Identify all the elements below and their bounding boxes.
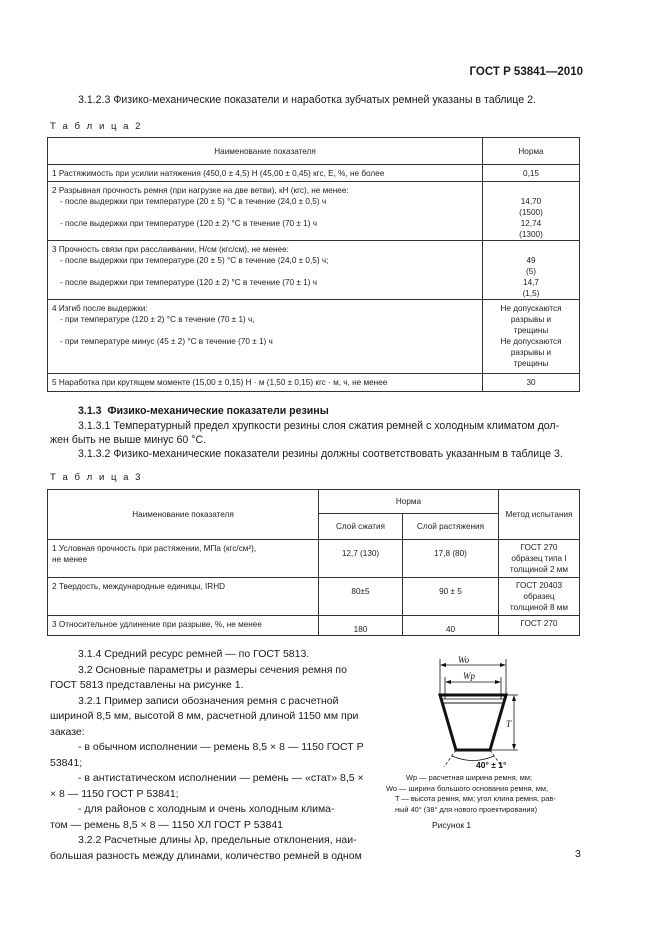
table2-row3-norm — [483, 241, 580, 300]
table2-row3-norm5: (1,5) — [522, 289, 540, 298]
table3-row2-method-line1: ГОСТ 20403 — [515, 581, 563, 590]
paragraph-3-1-2-3: 3.1.2.3 Физико-механические показатели и наработка зубчатых ремней указаны в таблице 2. — [78, 94, 536, 106]
table3-row1-name-line1: 1 Условная прочность при растяжении, МПа (кгс/см²), — [52, 544, 257, 553]
body-line: 3.2.2 Расчетные длины λp, предельные отклонения, наи- — [78, 834, 357, 846]
table2-row4-line4: - при температуре минус (45 ± 2) °С в течение (70 ± 1) ч — [60, 337, 273, 346]
table2-row2-norm3: (1500) — [519, 208, 543, 217]
table2-row3-norm3: (5) — [525, 267, 536, 276]
table3-row1-compression — [319, 540, 403, 578]
table2-row3-line1: 3 Прочность связи при расслаивании, Н/см (кгс/см), не менее: — [52, 245, 289, 254]
table2-caption: Т а б л и ц а 2 — [50, 121, 143, 132]
table3-row3-tension — [403, 616, 499, 636]
table2-row4-norm — [483, 300, 580, 374]
body-line: - в антистатическом исполнении — ремень — «стат» 8,5 × — [78, 772, 364, 784]
table3-row3-v2: 40 — [445, 625, 456, 634]
body-line: 3.1.4 Средний ресурс ремней — по ГОСТ 5813. — [78, 648, 310, 660]
page-number: 3 — [575, 848, 581, 860]
belt-section-figure — [430, 655, 540, 773]
table2-row4-line3 — [52, 325, 478, 336]
table2-row3-line2: - после выдержки при температуре (20 ± 5) °С в течение (24,0 ± 0,5) ч; — [60, 256, 329, 265]
table3-row2-tension — [403, 578, 499, 616]
table3-row — [48, 540, 580, 578]
table2-row2-norm4: 12,74 — [520, 219, 542, 228]
table2-row4-norm2: разрывы и — [510, 315, 552, 324]
table3-row3-v1: 180 — [353, 625, 368, 634]
table3-row2-method-line3: толщиной 8 мм — [509, 603, 569, 612]
table2-row3-name — [48, 241, 483, 300]
section-title: Физико-механические показатели резины — [107, 405, 329, 417]
table2-row2-norm2: 14,70 — [520, 197, 542, 206]
table2-row4-norm4: Не допускаются — [500, 337, 562, 346]
table3-row3-method-line1: ГОСТ 270 — [520, 619, 558, 628]
body-line: шириной 8,5 мм, высотой 8 мм, расчетной длиной 1150 мм при — [50, 710, 359, 722]
table3-row1-tension — [403, 540, 499, 578]
paragraph-3-1-3-2: 3.1.3.2 Физико-механические показатели резины должны соответствовать указанным в таблице 3. — [78, 448, 563, 460]
table2-row5-name — [48, 374, 483, 392]
table2-row4-norm6: трещины — [513, 359, 549, 368]
figure-legend — [386, 773, 580, 815]
table2-row — [48, 300, 580, 374]
table2-row4-line1: 4 Изгиб после выдержки: — [52, 304, 148, 313]
section-number: 3.1.3 — [78, 405, 102, 417]
body-line: - для районов с холодным и очень холодным клима- — [78, 803, 335, 815]
body-text-block — [50, 647, 378, 864]
table2-row5-norm1: 30 — [526, 378, 536, 387]
table3-row1-method-line1: ГОСТ 270 — [520, 543, 558, 552]
table3-row — [48, 616, 580, 636]
table2-row — [48, 374, 580, 392]
table3-row3-name-line1: 3 Относительное удлинение при разрыве, %, не менее — [52, 620, 262, 629]
document-header: ГОСТ Р 53841—2010 — [469, 66, 583, 78]
body-line: том — ремень 8,5 × 8 — 1150 ХЛ ГОСТ Р 53841 — [50, 818, 283, 831]
figure-title: Рисунок 1 — [432, 820, 472, 830]
body-line: × 8 — 1150 ГОСТ Р 53841; — [50, 787, 179, 800]
table3-header-name: Наименование показателя — [48, 490, 319, 540]
table2-row4-norm1: Не допускаются — [500, 304, 562, 313]
table3-header-norm: Норма — [319, 490, 499, 514]
table2-row2-line4: - после выдержки при температуре (120 ± 2) °С в течение (70 ± 1) ч — [60, 219, 317, 228]
body-line: 3.2 Основные параметры и размеры сечения ремня по — [78, 663, 347, 676]
table3-row3-method — [499, 616, 580, 636]
table3-row3-name — [48, 616, 319, 636]
table3-row2-method-line2: образец — [523, 592, 555, 601]
table2-header-name: Наименование показателя — [48, 138, 483, 165]
table3-row2-v1: 80±5 — [351, 587, 370, 596]
table3-row1-method-line2: образец типа I — [511, 554, 567, 563]
label-wp: Wp — [463, 671, 475, 681]
table2-row1-norm — [483, 165, 580, 182]
table3-row — [48, 578, 580, 616]
table3-header-method: Метод испытания — [499, 490, 580, 540]
table3-row1-method-line3: толщиной 2 мм — [509, 565, 569, 574]
table3-subheader-compression: Слой сжатия — [319, 514, 403, 540]
table2-row4-norm3: трещины — [513, 326, 549, 335]
table2-row3-norm1 — [487, 244, 575, 255]
label-t: T — [506, 719, 512, 729]
body-line: заказе: — [50, 725, 85, 738]
table2-row5-line1: 5 Наработка при крутящем моменте (15,00 ± 0,15) Н · м (1,50 ± 0,15) кгс · м, ч, не менее — [52, 378, 388, 387]
table2-row5-norm — [483, 374, 580, 392]
table2-row — [48, 241, 580, 300]
table2-header-norm: Норма — [483, 138, 580, 165]
body-line: 3.2.1 Пример записи обозначения ремня с расчетной — [78, 694, 339, 707]
paragraph-3-1-3-1-line1: 3.1.3.1 Температурный предел хрупкости резины слоя сжатия ремней с холодным климатом дол- — [78, 420, 560, 432]
table2-row4-norm5: разрывы и — [510, 348, 552, 357]
table3-row1-method — [499, 540, 580, 578]
table2-row2-line3 — [52, 207, 478, 218]
table3-caption: Т а б л и ц а 3 — [50, 472, 143, 483]
section-3-1-3-heading — [78, 404, 329, 418]
table3-subheader-tension: Слой растяжения — [403, 514, 499, 540]
table3-row1-v1: 12,7 (130) — [341, 549, 380, 558]
table2-row3-line3 — [52, 266, 478, 277]
table2-row2-line2: - после выдержки при температуре (20 ± 5) °С в течение (24,0 ± 0,5) ч — [60, 197, 327, 206]
table3-row1-name — [48, 540, 319, 578]
body-line: - в обычном исполнении — ремень 8,5 × 8 — 1150 ГОСТ Р — [78, 741, 364, 753]
table2-row2-name — [48, 182, 483, 241]
table3-row1-v2: 17,8 (80) — [434, 549, 467, 558]
table2-row1-norm1: 0,15 — [523, 169, 539, 178]
legend-wo: Wo — ширина большого основания ремня, мм, — [386, 783, 548, 793]
table2-row3-norm2: 49 — [526, 256, 536, 265]
table3-row2-compression — [319, 578, 403, 616]
body-line: ГОСТ 5813 представлены на рисунке 1. — [50, 679, 244, 691]
table2-row — [48, 182, 580, 241]
table2-row4-name — [48, 300, 483, 374]
label-wo: Wo — [458, 655, 470, 665]
table-3 — [47, 489, 580, 636]
table-2 — [47, 137, 580, 392]
table2-row2-norm — [483, 182, 580, 241]
body-line: 53841; — [50, 756, 83, 769]
table2-row1-line1: 1 Растяжимость при усилии натяжения (450,0 ± 4,5) Н (45,00 ± 0,45) кгс, Е, %, не более — [52, 169, 385, 178]
table2-row2-norm5: (1300) — [519, 230, 543, 239]
paragraph-3-1-3-1-line2: жен быть не выше минус 60 °С. — [50, 434, 207, 446]
legend-wp: Wp — расчетная ширина ремня, мм; — [406, 773, 533, 782]
body-line: большая разность между длинами, количество ремней в одном — [50, 849, 362, 862]
table2-row2-norm1 — [487, 185, 575, 196]
table3-row1-name-line2: не менее — [52, 555, 88, 564]
table2-row3-norm4: 14,7 — [523, 278, 539, 287]
table3-row2-name — [48, 578, 319, 616]
table2-row4-line2: - при температуре (120 ± 2) °С в течение (70 ± 1) ч, — [60, 315, 255, 324]
table2-row1-name — [48, 165, 483, 182]
table3-row2-name-line1: 2 Твердость, международные единицы, IRHD — [52, 582, 226, 591]
table2-row3-line4: - после выдержки при температуре (120 ± 2) °С в течение (70 ± 1) ч — [60, 278, 317, 287]
legend-angle: ный 40° (38° для нового проектирования) — [395, 804, 538, 814]
table2-row — [48, 165, 580, 182]
table3-row3-compression — [319, 616, 403, 636]
table3-row2-v2: 90 ± 5 — [439, 587, 462, 596]
table3-row2-method — [499, 578, 580, 616]
label-angle: 40° ± 1° — [476, 760, 507, 770]
table2-row2-line1: 2 Разрывная прочность ремня (при нагрузке на две ветви), кН (кгс), не менее: — [52, 186, 349, 195]
legend-t: T — высота ремня, мм; угол клина ремня, рав- — [395, 794, 556, 803]
